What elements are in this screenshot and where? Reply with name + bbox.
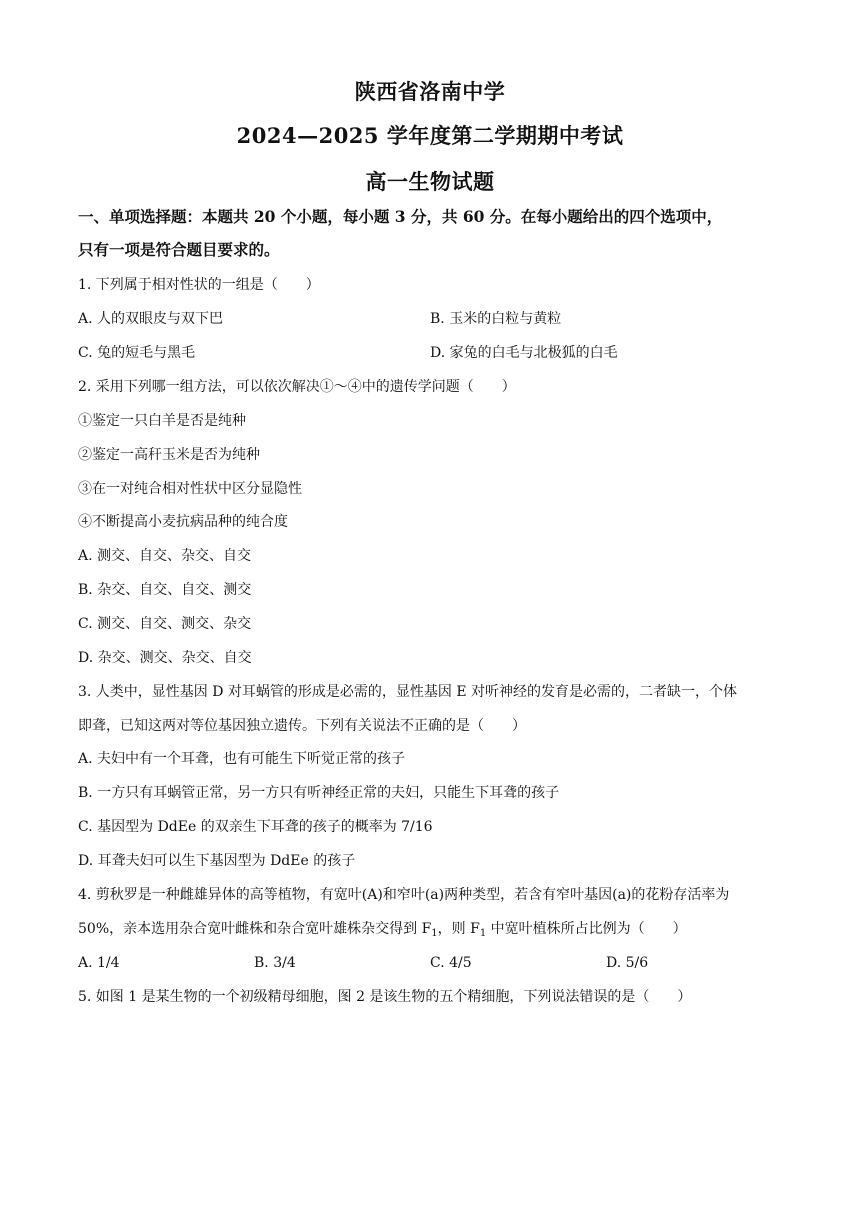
question-2-item-2: ②鉴定一高秆玉米是否为纯种 xyxy=(78,447,260,463)
q4-subscript-1: 1 xyxy=(431,928,438,939)
question-2-option-a: A. 测交、自交、杂交、自交 xyxy=(78,548,252,564)
question-2-item-3: ③在一对纯合相对性状中区分显隐性 xyxy=(78,481,302,497)
question-3-stem-line1: 3. 人类中，显性基因 D 对耳蜗管的形成是必需的，显性基因 E 对听神经的发育是必需的，二者缺一，个体 xyxy=(78,684,738,700)
question-1-option-a: A. 人的双眼皮与双下巴 xyxy=(78,311,224,327)
question-2-option-d: D. 杂交、测交、杂交、自交 xyxy=(78,650,252,666)
question-3-option-b: B. 一方只有耳蜗管正常，另一方只有听神经正常的夫妇，只能生下耳聋的孩子 xyxy=(78,785,560,801)
question-4-option-c: C. 4/5 xyxy=(430,955,472,971)
question-3-option-a: A. 夫妇中有一个耳聋，也有可能生下听觉正常的孩子 xyxy=(78,751,406,767)
question-2-option-b: B. 杂交、自交、自交、测交 xyxy=(78,582,252,598)
q4-text-part-b: ，则 F xyxy=(437,921,480,937)
question-4-option-a: A. 1/4 xyxy=(78,955,120,971)
question-1-stem: 1. 下列属于相对性状的一组是（ ） xyxy=(78,277,320,293)
question-3-stem-line2: 即聋，已知这两对等位基因独立遗传。下列有关说法不正确的是（ ） xyxy=(78,718,526,734)
q4-text-part-a: 50%，亲本选用杂合宽叶雌株和杂合宽叶雄株杂交得到 F xyxy=(78,921,432,937)
question-4-option-b: B. 3/4 xyxy=(254,955,296,971)
exam-term-title: 2024—2025 学年度第二学期期中考试 xyxy=(236,123,624,148)
q4-text-part-c: 中宽叶植株所占比例为（ ） xyxy=(486,921,687,937)
question-2-item-1: ①鉴定一只白羊是否是纯种 xyxy=(78,413,246,429)
section-heading-line2: 只有一项是符合题目要求的。 xyxy=(78,240,280,259)
question-1-option-c: C. 兔的短毛与黑毛 xyxy=(78,345,196,361)
question-2-stem: 2. 采用下列哪一组方法，可以依次解决①～④中的遗传学问题（ ） xyxy=(78,379,516,395)
question-1-option-b: B. 玉米的白粒与黄粒 xyxy=(430,311,562,327)
q4-subscript-2: 1 xyxy=(479,928,487,939)
question-2-item-4: ④不断提高小麦抗病品种的纯合度 xyxy=(78,514,288,530)
question-2-option-c: C. 测交、自交、测交、杂交 xyxy=(78,616,252,632)
question-4-stem-line2 xyxy=(78,919,687,944)
question-4-stem-line1: 4. 剪秋罗是一种雌雄异体的高等植物，有宽叶(A)和窄叶(a)两种类型，若含有窄叶基因(a)的花粉存活率为 xyxy=(78,887,730,903)
question-3-option-d: D. 耳聋夫妇可以生下基因型为 DdEe 的孩子 xyxy=(78,853,356,869)
section-heading-line1: 一、单项选择题：本题共 20 个小题，每小题 3 分，共 60 分。在每小题给出的四个选项中， xyxy=(78,207,723,226)
subject-title: 高一生物试题 xyxy=(365,169,495,194)
question-4-option-d: D. 5/6 xyxy=(606,955,649,971)
question-3-option-c: C. 基因型为 DdEe 的双亲生下耳聋的孩子的概率为 7/16 xyxy=(78,819,433,835)
school-title: 陕西省洛南中学 xyxy=(354,79,506,104)
question-1-option-d: D. 家兔的白毛与北极狐的白毛 xyxy=(430,345,618,361)
question-5-stem: 5. 如图 1 是某生物的一个初级精母细胞，图 2 是该生物的五个精细胞，下列说法错误的是（ ） xyxy=(78,989,692,1005)
